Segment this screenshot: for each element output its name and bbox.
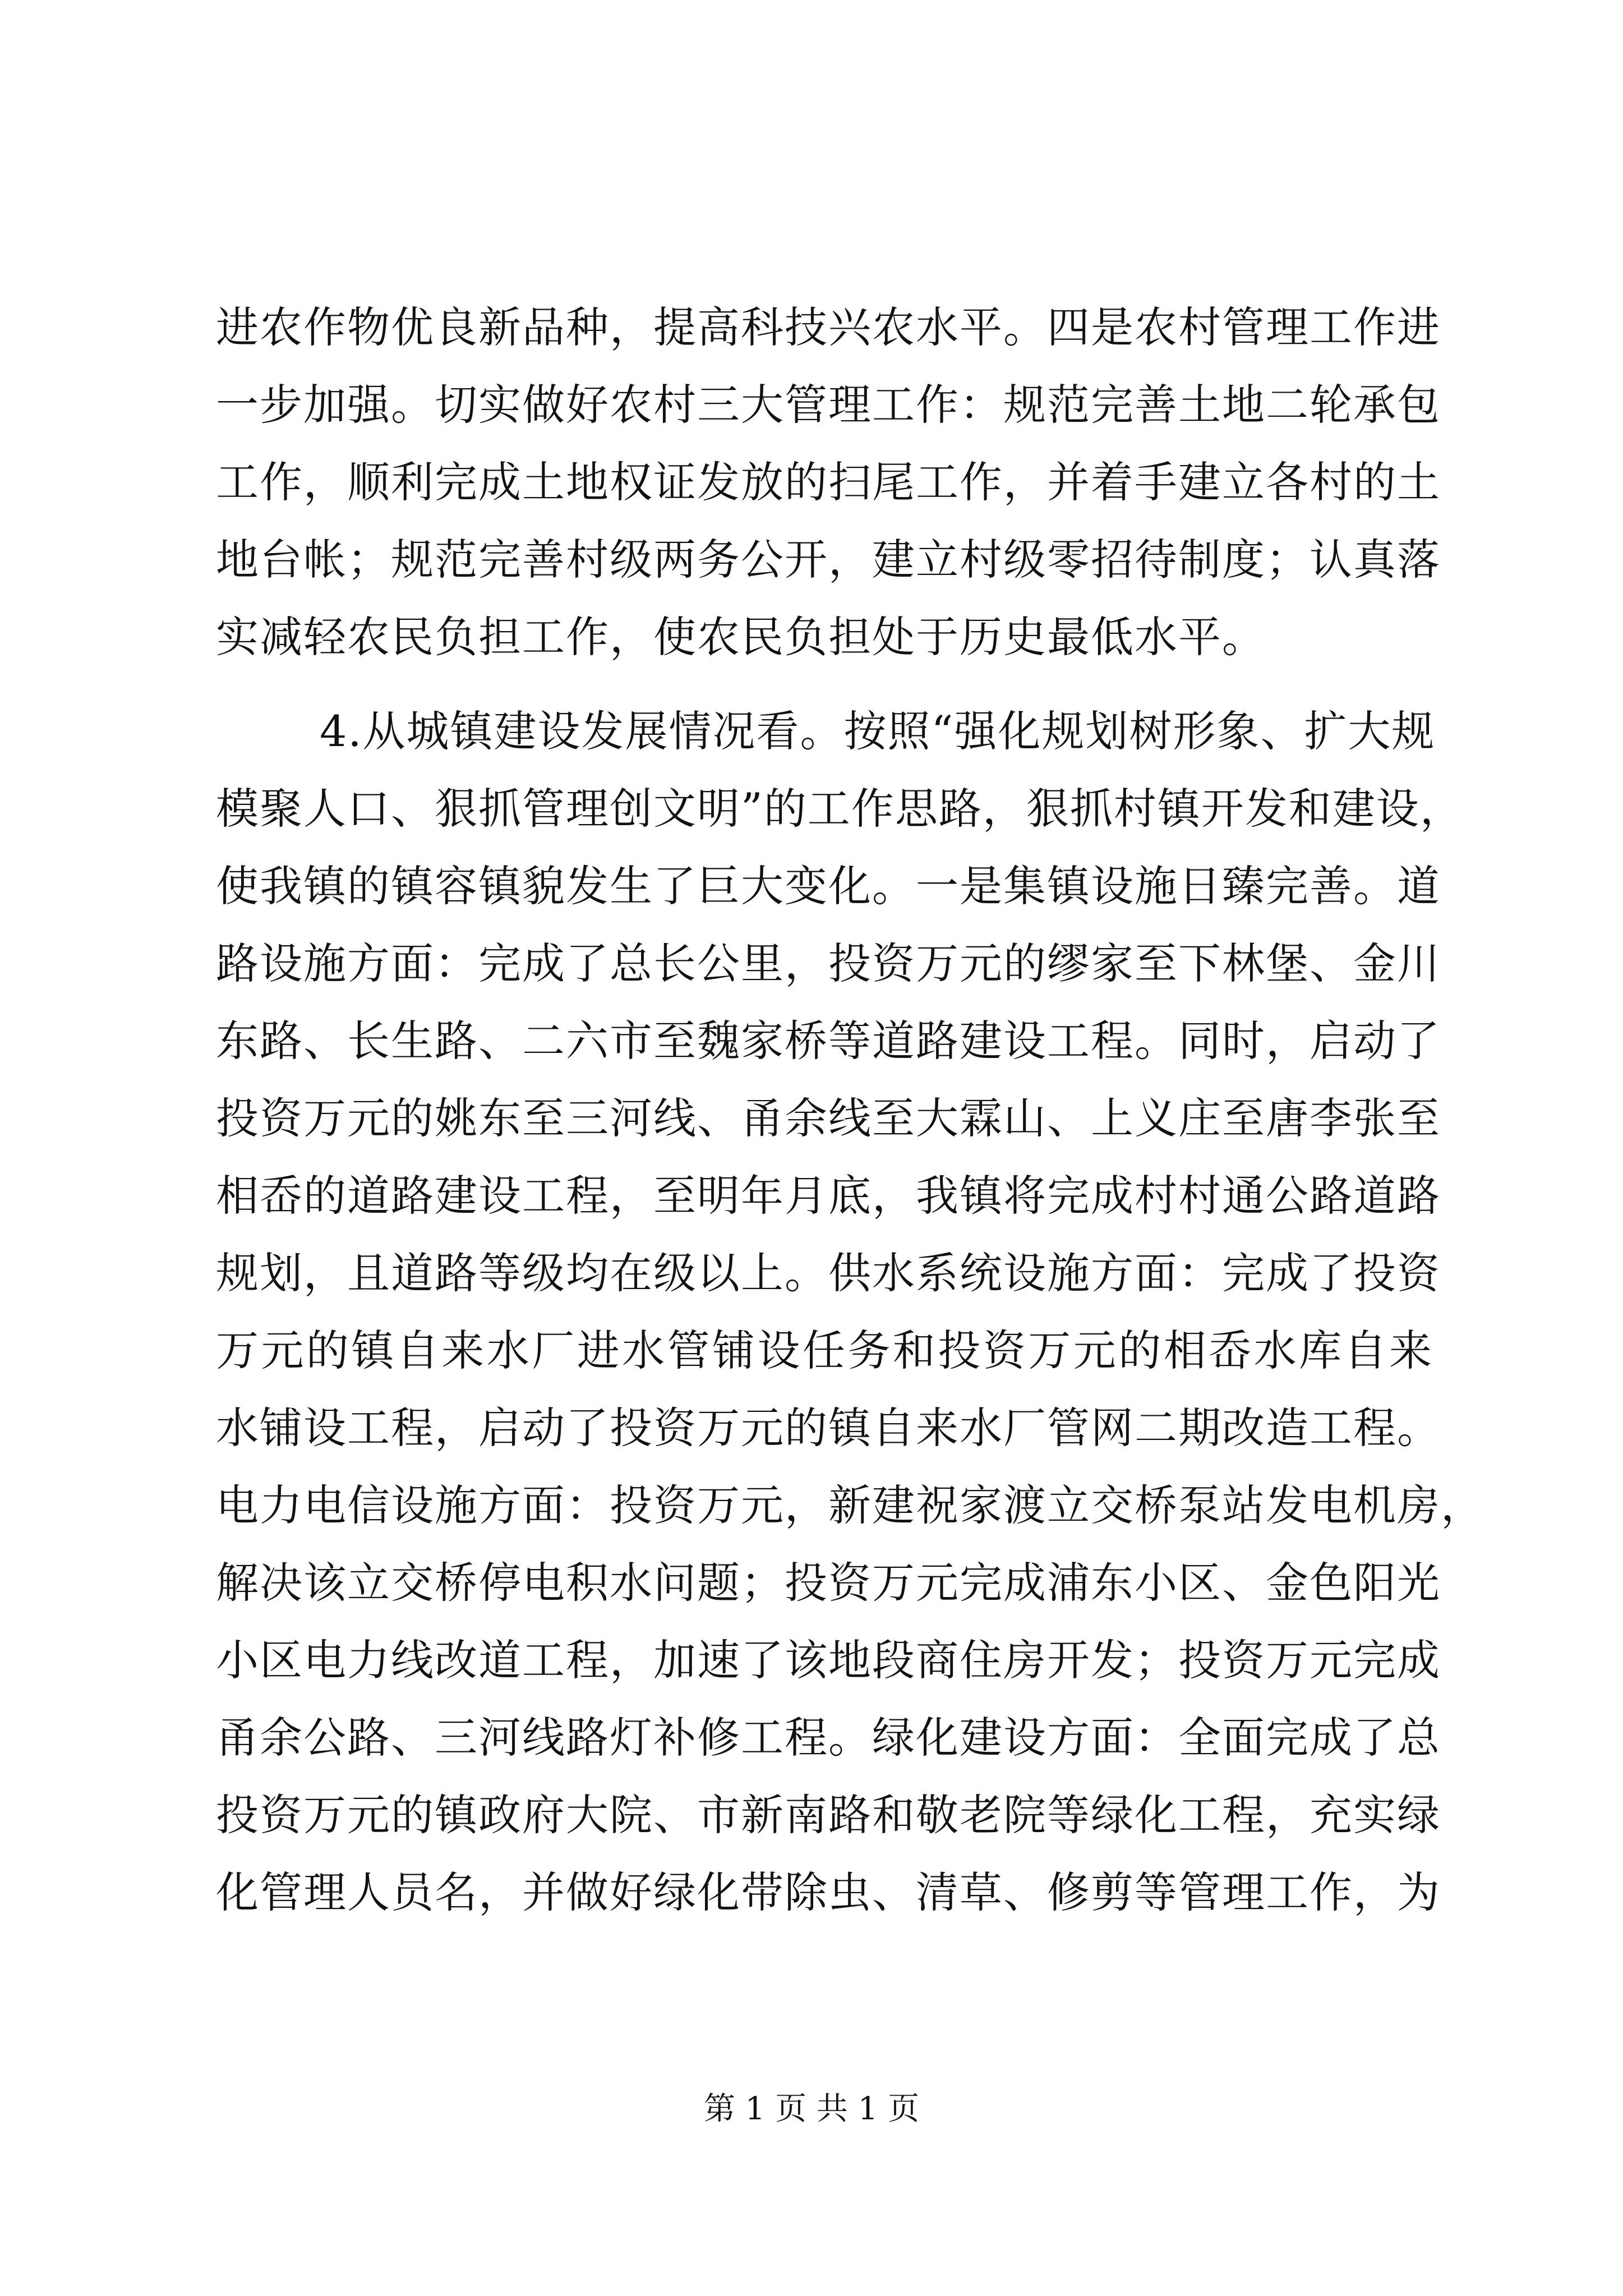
text-line: 电力电信设施方面：投资万元，新建祝家渡立交桥泵站发电机房，: [216, 1480, 1484, 1530]
text-line: 投资万元的镇政府大院、市新南路和敬老院等绿化工程，充实绿: [216, 1790, 1441, 1840]
paragraph-1: [216, 289, 1441, 676]
text-line: 相岙的道路建设工程，至明年月底，我镇将完成村村通公路道路: [216, 1171, 1441, 1221]
text-line: 甬余公路、三河线路灯补修工程。绿化建设方面：全面完成了总: [216, 1713, 1441, 1763]
paragraph-gap: [216, 676, 1433, 693]
body-text: [216, 289, 1484, 1931]
text-line: 路设施方面：完成了总长公里，投资万元的缪家至下林堡、金川: [216, 938, 1441, 988]
text-line: 实减轻农民负担工作，使农民负担处于历史最低水平。: [216, 612, 1266, 662]
text-line: 水铺设工程，启动了投资万元的镇自来水厂管网二期改造工程。: [216, 1403, 1441, 1453]
text-line: 投资万元的姚东至三河线、甬余线至大霖山、上义庄至唐李张至: [216, 1093, 1441, 1143]
text-line: 4.从城镇建设发展情况看。按照“强化规划树形象、扩大规: [320, 706, 1436, 756]
paragraph-2: [216, 693, 1484, 1931]
text-line: 小区电力线改道工程，加速了该地段商住房开发；投资万元完成: [216, 1635, 1441, 1685]
page-footer: [0, 2087, 1623, 2132]
page-number-label: 第 1 页 共 1 页: [703, 2091, 920, 2127]
text-line: 万元的镇自来水厂进水管铺设任务和投资万元的相岙水库自来: [216, 1326, 1433, 1375]
text-line: 工作，顺利完成土地权证发放的扫尾工作，并着手建立各村的土: [216, 457, 1441, 507]
text-line: 化管理人员名，并做好绿化带除虫、清草、修剪等管理工作，为: [216, 1867, 1441, 1917]
text-line: 模聚人口、狠抓管理创文明”的工作思路，狠抓村镇开发和建设，: [216, 784, 1464, 834]
text-line: 地台帐；规范完善村级两务公开，建立村级零招待制度；认真落: [216, 535, 1441, 585]
text-line: 解决该立交桥停电积水问题；投资万元完成浦东小区、金色阳光: [216, 1558, 1441, 1608]
text-line: 进农作物优良新品种，提高科技兴农水平。四是农村管理工作进: [216, 302, 1441, 352]
text-line: 使我镇的镇容镇貌发生了巨大变化。一是集镇设施日臻完善。道: [216, 861, 1441, 911]
text-line: 规划，且道路等级均在级以上。供水系统设施方面：完成了投资: [216, 1248, 1441, 1298]
text-line: 东路、长生路、二六市至魏家桥等道路建设工程。同时，启动了: [216, 1016, 1441, 1066]
text-line: 一步加强。切实做好农村三大管理工作：规范完善土地二轮承包: [216, 380, 1441, 430]
